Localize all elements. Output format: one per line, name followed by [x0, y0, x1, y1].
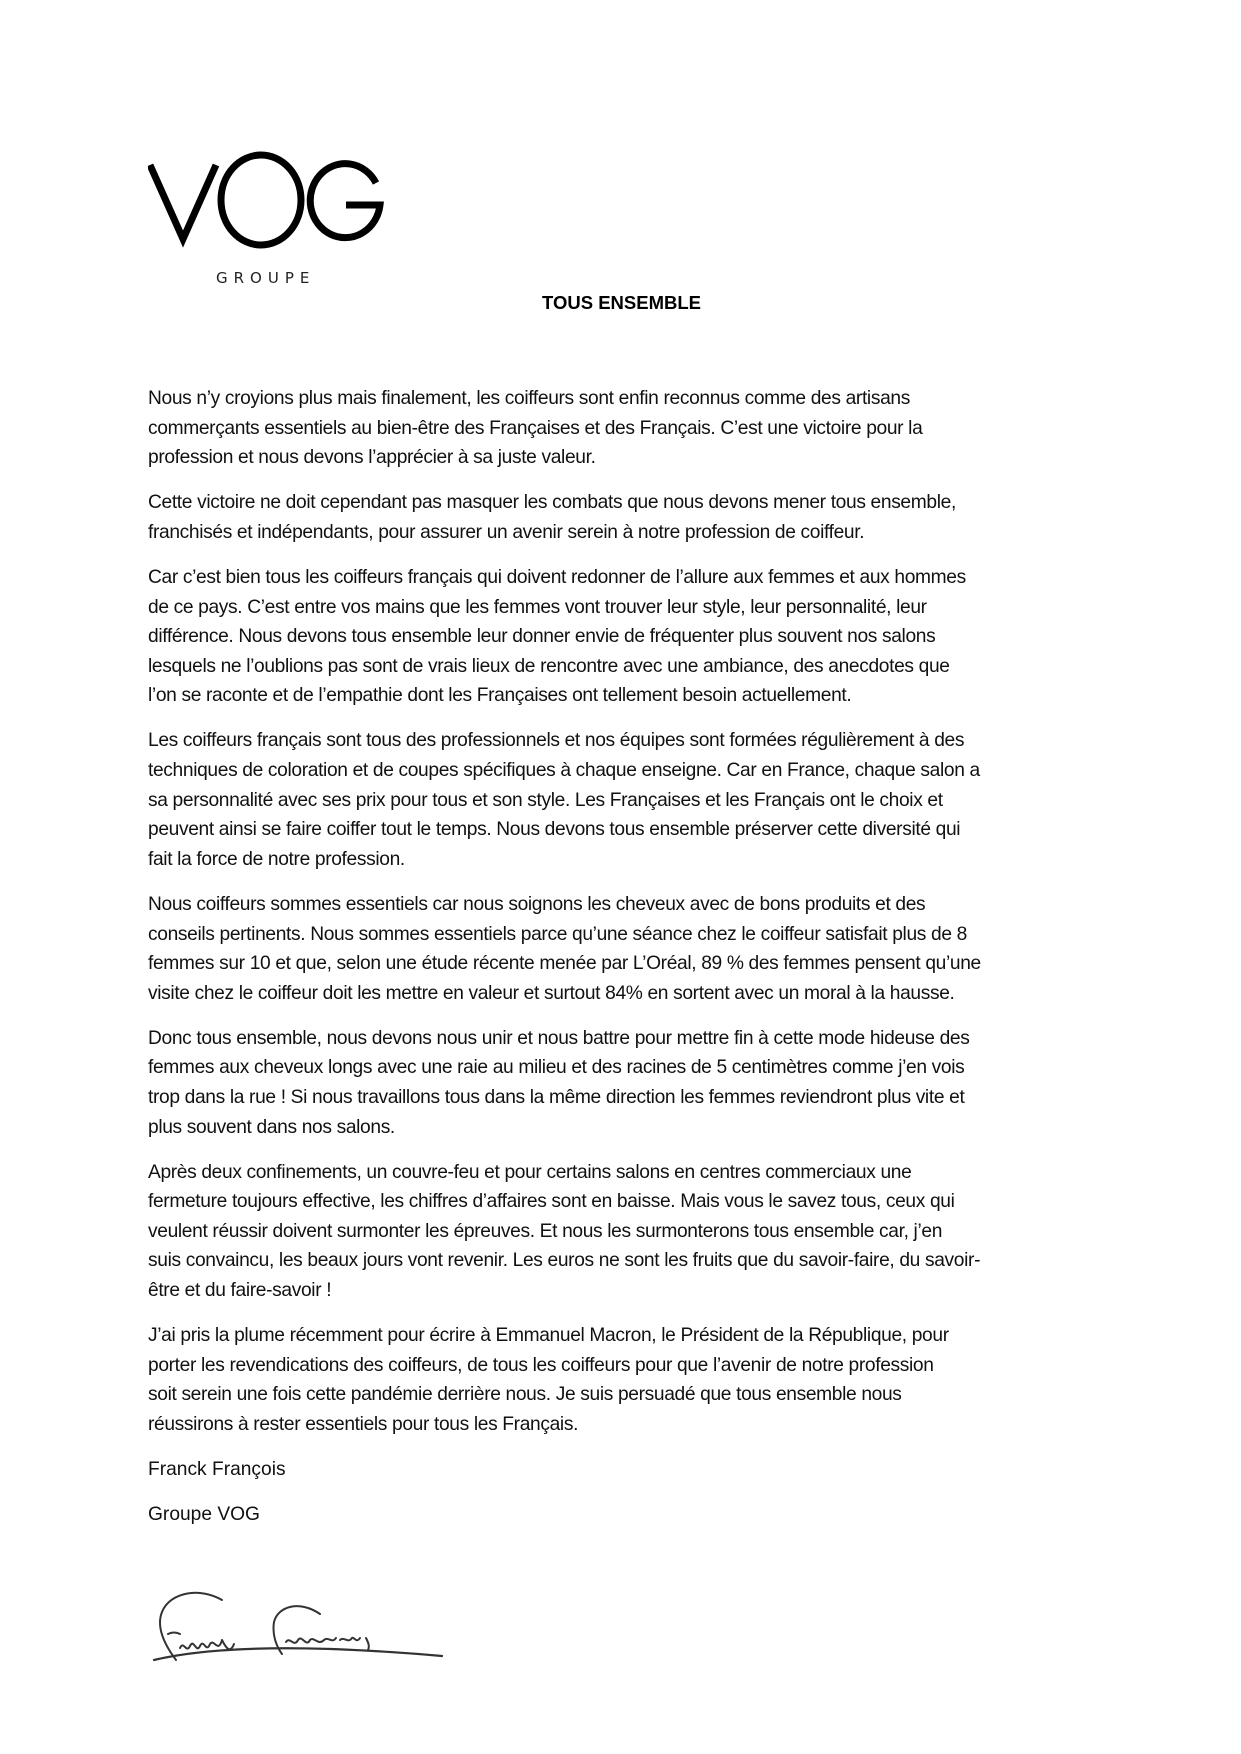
text-line: J’ai pris la plume récemment pour écrire à Emmanuel Macron, le Président de la République, pour: [148, 1325, 949, 1347]
signer-name: Franck François: [148, 1459, 286, 1480]
text-line: porter les revendications des coiffeurs, de tous les coiffeurs pour que l’avenir de notre profession: [148, 1354, 934, 1376]
text-line: de ce pays. C’est entre vos mains que les femmes vont trouver leur style, leur personnalité, leur: [148, 596, 927, 618]
letter-title-text: TOUS ENSEMBLE: [542, 292, 701, 313]
text-line: profession et nous devons l’apprécier à sa juste valeur.: [148, 447, 596, 469]
text-line: Après deux confinements, un couvre-feu et pour certains salons en centres commerciaux une: [148, 1161, 912, 1183]
text-line: Nous coiffeurs sommes essentiels car nous soignons les cheveux avec de bons produits et des: [148, 893, 926, 915]
text-line: sa personnalité avec ses prix pour tous et son style. Les Françaises et les Français ont le choix et: [148, 789, 943, 811]
text-line: l’on se raconte et de l’empathie dont les Françaises ont tellement besoin actuellement.: [148, 685, 852, 707]
paragraph: [148, 1024, 1098, 1142]
text-line: réussirons à rester essentiels pour tous les Français.: [148, 1413, 579, 1435]
text-line: Nous n’y croyions plus mais finalement, les coiffeurs sont enfin reconnus comme des artisans: [148, 388, 910, 409]
vog-groupe-logo: [148, 143, 392, 291]
paragraph: [148, 563, 1098, 711]
text-line: Les coiffeurs français sont tous des professionnels et nos équipes sont formées régulièrement à des: [148, 730, 965, 752]
handwritten-signature-icon: [150, 1582, 445, 1682]
text-line: Car c’est bien tous les coiffeurs français qui doivent redonner de l’allure aux femmes et aux hommes: [148, 566, 966, 588]
text-line: trop dans la rue ! Si nous travaillons tous dans la même direction les femmes reviendront plus vite et: [148, 1086, 965, 1108]
letter-body: [148, 384, 1098, 1545]
text-line: veulent réussir doivent surmonter les épreuves. Et nous les surmonterons tous ensemble car, j’en: [148, 1220, 943, 1242]
signer-company: Groupe VOG: [148, 1504, 260, 1526]
text-line: être et du faire-savoir !: [148, 1280, 332, 1302]
text-line: suis convaincu, les beaux jours vont revenir. Les euros ne sont les fruits que du savoir-faire, du savoir-: [148, 1250, 981, 1272]
text-line: fermeture toujours effective, les chiffres d’affaires sont en baisse. Mais vous le savez tous, ceux qui: [148, 1191, 955, 1213]
text-line: visite chez le coiffeur doit les mettre en valeur et surtout 84% en sortent avec un moral à la hausse.: [148, 982, 955, 1004]
paragraph: [148, 726, 1098, 874]
letter-title: [0, 292, 1241, 314]
text-line: femmes sur 10 et que, selon une étude récente menée par L’Oréal, 89 % des femmes pensent qu’une: [148, 953, 981, 975]
text-line: commerçants essentiels au bien-être des Françaises et des Français. C’est une victoire pour la: [148, 417, 923, 439]
text-line: conseils pertinents. Nous sommes essentiels parce qu’une séance chez le coiffeur satisfait plus de 8: [148, 923, 967, 945]
text-line: femmes aux cheveux longs avec une raie au milieu et des racines de 5 centimètres comme j’en vois: [148, 1057, 965, 1079]
text-line: soit serein une fois cette pandémie derrière nous. Je suis persuadé que tous ensemble nous: [148, 1384, 902, 1406]
paragraph: [148, 488, 1098, 547]
logo-subtitle: GROUPE: [216, 269, 316, 287]
paragraph: [148, 1321, 1098, 1439]
text-line: fait la force de notre profession.: [148, 848, 405, 870]
text-line: lesquels ne l’oublions pas sont de vrais lieux de rencontre avec une ambiance, des anecdotes que: [148, 655, 950, 677]
text-line: franchisés et indépendants, pour assurer un avenir serein à notre profession de coiffeur.: [148, 521, 865, 543]
text-line: peuvent ainsi se faire coiffer tout le temps. Nous devons tous ensemble préserver cette diversité qui: [148, 819, 961, 841]
text-line: Donc tous ensemble, nous devons nous unir et nous battre pour mettre fin à cette mode hideuse des: [148, 1027, 970, 1049]
paragraph: [148, 890, 1098, 1008]
signature-icon: [150, 1582, 445, 1682]
vog-logo-icon: [148, 143, 392, 263]
text-line: plus souvent dans nos salons.: [148, 1116, 395, 1138]
text-line: techniques de coloration et de coupes spécifiques à chaque enseigne. Car en France, chaque salon a: [148, 760, 980, 782]
paragraph: [148, 1158, 1098, 1306]
text-line: différence. Nous devons tous ensemble leur donner envie de fréquenter plus souvent nos salons: [148, 626, 936, 648]
text-line: Cette victoire ne doit cependant pas masquer les combats que nous devons mener tous ensemble,: [148, 492, 956, 514]
paragraph: [148, 384, 1098, 473]
